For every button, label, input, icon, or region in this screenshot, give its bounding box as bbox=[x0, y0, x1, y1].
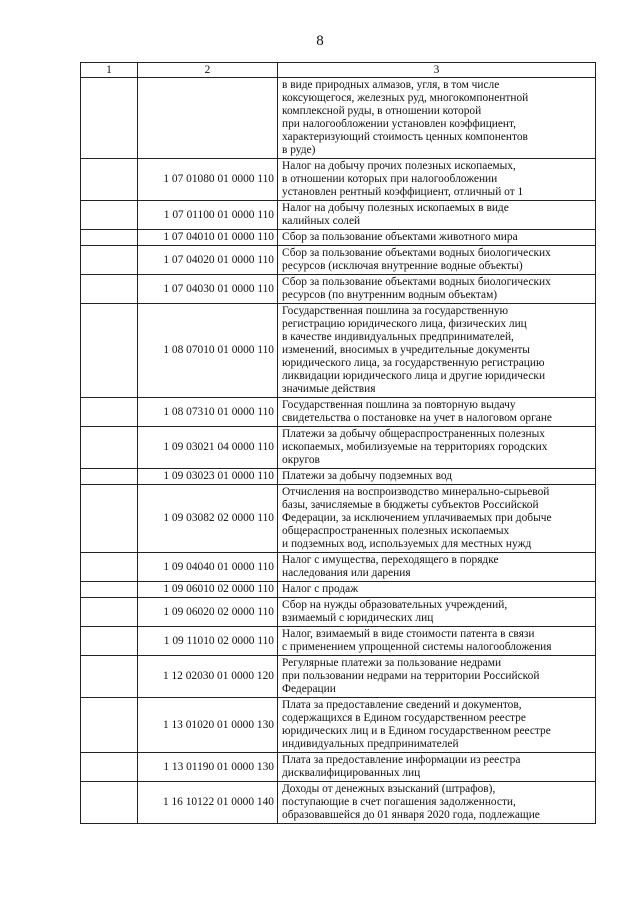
row-number-cell bbox=[81, 398, 138, 427]
row-number-cell bbox=[81, 201, 138, 230]
table-row bbox=[81, 782, 596, 824]
description-line: Платежи за добычу подземных вод bbox=[282, 470, 453, 482]
table-row bbox=[81, 753, 596, 782]
budget-code-cell: 1 13 01190 01 0000 130 bbox=[138, 753, 278, 782]
description-line: Государственная пошлина за государственную bbox=[282, 305, 509, 317]
description-line: Налог на добычу полезных ископаемых в виде bbox=[282, 202, 509, 214]
budget-code-cell: 1 09 04040 01 0000 110 bbox=[138, 553, 278, 582]
budget-code-cell: 1 12 02030 01 0000 120 bbox=[138, 656, 278, 698]
description-line: Налог с продаж bbox=[282, 583, 359, 595]
budget-code-cell bbox=[138, 78, 278, 159]
table-row bbox=[81, 582, 596, 598]
description-line: Сбор на нужды образовательных учреждений, bbox=[282, 599, 508, 611]
income-description-cell bbox=[278, 485, 596, 553]
description-line: Сбор за пользование объектами животного мира bbox=[282, 231, 518, 243]
row-number-cell bbox=[81, 485, 138, 553]
budget-code-cell: 1 07 04010 01 0000 110 bbox=[138, 230, 278, 246]
income-description-cell bbox=[278, 246, 596, 275]
row-number-cell bbox=[81, 753, 138, 782]
income-description-cell bbox=[278, 275, 596, 304]
budget-code-cell: 1 09 06010 02 0000 110 bbox=[138, 582, 278, 598]
table-row bbox=[81, 304, 596, 398]
row-number-cell bbox=[81, 304, 138, 398]
description-line: взимаемый с юридических лиц bbox=[282, 612, 434, 624]
description-line: юридического лица, за государственную регистрацию bbox=[282, 357, 545, 369]
budget-code-cell: 1 07 04020 01 0000 110 bbox=[138, 246, 278, 275]
description-line: Регулярные платежи за пользование недрами bbox=[282, 657, 502, 669]
description-line: Сбор за пользование объектами водных биологических bbox=[282, 276, 551, 288]
description-line: Федерации, за исключением уплачиваемых при добыче bbox=[282, 512, 552, 524]
description-line: содержащихся в Едином государственном реестре bbox=[282, 712, 526, 724]
table-row bbox=[81, 398, 596, 427]
description-line: дисквалифицированных лиц bbox=[282, 767, 421, 779]
budget-code-cell: 1 09 03021 04 0000 110 bbox=[138, 427, 278, 469]
description-line: общераспространенных полезных ископаемых bbox=[282, 525, 510, 537]
description-line: Плата за предоставление сведений и документов, bbox=[282, 699, 522, 711]
table-row bbox=[81, 78, 596, 159]
budget-code-cell: 1 07 01100 01 0000 110 bbox=[138, 201, 278, 230]
description-line: Налог с имущества, переходящего в порядке bbox=[282, 554, 499, 566]
income-description-cell bbox=[278, 78, 596, 159]
description-line: установлен рентный коэффициент, отличный от 1 bbox=[282, 186, 524, 198]
budget-code-cell: 1 13 01020 01 0000 130 bbox=[138, 698, 278, 753]
description-line: при пользовании недрами на территории Российской bbox=[282, 670, 540, 682]
budget-code-cell: 1 08 07310 01 0000 110 bbox=[138, 398, 278, 427]
income-description-cell bbox=[278, 782, 596, 824]
description-line: в отношении которых при налогообложении bbox=[282, 173, 498, 185]
description-line: Федерации bbox=[282, 683, 336, 695]
table-row bbox=[81, 427, 596, 469]
budget-code-cell: 1 09 03023 01 0000 110 bbox=[138, 469, 278, 485]
description-line: ресурсов (исключая внутренние водные объекты) bbox=[282, 260, 523, 272]
row-number-cell bbox=[81, 553, 138, 582]
description-line: коксующегося, железных руд, многокомпонентной bbox=[282, 92, 529, 104]
description-line: калийных солей bbox=[282, 215, 361, 227]
income-description-cell bbox=[278, 698, 596, 753]
budget-code-table bbox=[80, 62, 596, 824]
budget-code-cell: 1 09 06020 02 0000 110 bbox=[138, 598, 278, 627]
description-line: регистрацию юридического лица, физических лиц bbox=[282, 318, 527, 330]
description-line: в руде) bbox=[282, 144, 316, 156]
row-number-cell bbox=[81, 627, 138, 656]
description-line: и подземных вод, используемых для местных нужд bbox=[282, 538, 532, 550]
description-line: образовавшейся до 01 января 2020 года, подлежащие bbox=[282, 809, 540, 821]
income-description-cell bbox=[278, 398, 596, 427]
budget-code-cell: 1 07 04030 01 0000 110 bbox=[138, 275, 278, 304]
description-line: индивидуальных предпринимателей bbox=[282, 738, 459, 750]
description-line: при налогообложении установлен коэффициент, bbox=[282, 118, 517, 130]
description-line: Платежи за добычу общераспространенных полезных bbox=[282, 428, 545, 440]
row-number-cell bbox=[81, 275, 138, 304]
table-row bbox=[81, 275, 596, 304]
description-line: свидетельства о постановке на учет в налоговом органе bbox=[282, 412, 552, 424]
income-description-cell bbox=[278, 656, 596, 698]
table-row bbox=[81, 627, 596, 656]
row-number-cell bbox=[81, 598, 138, 627]
budget-code-cell: 1 07 01080 01 0000 110 bbox=[138, 159, 278, 201]
income-description-cell bbox=[278, 159, 596, 201]
description-line: юридических лиц и в Едином государственном реестре bbox=[282, 725, 551, 737]
description-line: Налог на добычу прочих полезных ископаемых, bbox=[282, 160, 516, 172]
description-line: ископаемых, мобилизуемые на территориях городских bbox=[282, 441, 548, 453]
table-row bbox=[81, 159, 596, 201]
row-number-cell bbox=[81, 427, 138, 469]
description-line: Сбор за пользование объектами водных биологических bbox=[282, 247, 551, 259]
description-line: в виде природных алмазов, угля, в том числе bbox=[282, 79, 500, 91]
table-row bbox=[81, 553, 596, 582]
column-header-1: 1 bbox=[81, 63, 138, 78]
description-line: изменений, вносимых в учредительные документы bbox=[282, 344, 530, 356]
table-row bbox=[81, 656, 596, 698]
row-number-cell bbox=[81, 698, 138, 753]
description-line: ресурсов (по внутренним водным объектам) bbox=[282, 289, 498, 301]
row-number-cell bbox=[81, 159, 138, 201]
table-header-row bbox=[81, 63, 596, 78]
description-line: ликвидации юридического лица и другие юридически bbox=[282, 370, 546, 382]
description-line: с применением упрощенной системы налогообложения bbox=[282, 641, 552, 653]
column-header-3: 3 bbox=[278, 63, 596, 78]
row-number-cell bbox=[81, 246, 138, 275]
table-row bbox=[81, 201, 596, 230]
description-line: округов bbox=[282, 454, 320, 466]
budget-code-cell: 1 09 11010 02 0000 110 bbox=[138, 627, 278, 656]
table-row bbox=[81, 485, 596, 553]
table-row bbox=[81, 230, 596, 246]
table-row bbox=[81, 698, 596, 753]
description-line: Плата за предоставление информации из реестра bbox=[282, 754, 521, 766]
row-number-cell bbox=[81, 656, 138, 698]
income-description-cell bbox=[278, 598, 596, 627]
description-line: комплексной руды, в отношении которой bbox=[282, 105, 482, 117]
column-header-2: 2 bbox=[138, 63, 278, 78]
income-description-cell bbox=[278, 201, 596, 230]
row-number-cell bbox=[81, 469, 138, 485]
description-line: значимые действия bbox=[282, 383, 376, 395]
row-number-cell bbox=[81, 782, 138, 824]
description-line: Доходы от денежных взысканий (штрафов), bbox=[282, 783, 496, 795]
row-number-cell bbox=[81, 230, 138, 246]
page-number: 8 bbox=[316, 33, 324, 49]
income-description-cell bbox=[278, 230, 596, 246]
table-row bbox=[81, 246, 596, 275]
table-row bbox=[81, 469, 596, 485]
income-description-cell bbox=[278, 753, 596, 782]
income-description-cell bbox=[278, 582, 596, 598]
description-line: базы, зачисляемые в бюджеты субъектов Российской bbox=[282, 499, 539, 511]
income-description-cell bbox=[278, 304, 596, 398]
income-description-cell bbox=[278, 553, 596, 582]
description-line: Налог, взимаемый в виде стоимости патента в связи bbox=[282, 628, 535, 640]
description-line: поступающие в счет погашения задолженности, bbox=[282, 796, 516, 808]
budget-code-cell: 1 09 03082 02 0000 110 bbox=[138, 485, 278, 553]
budget-code-cell: 1 16 10122 01 0000 140 bbox=[138, 782, 278, 824]
description-line: характеризующий стоимость ценных компонентов bbox=[282, 131, 528, 143]
income-description-cell bbox=[278, 469, 596, 485]
income-description-cell bbox=[278, 427, 596, 469]
description-line: в качестве индивидуальных предпринимателей, bbox=[282, 331, 514, 343]
budget-code-cell: 1 08 07010 01 0000 110 bbox=[138, 304, 278, 398]
table-row bbox=[81, 598, 596, 627]
description-line: Отчисления на воспроизводство минерально-сырьевой bbox=[282, 486, 550, 498]
row-number-cell bbox=[81, 78, 138, 159]
income-description-cell bbox=[278, 627, 596, 656]
description-line: Государственная пошлина за повторную выдачу bbox=[282, 399, 516, 411]
description-line: наследования или дарения bbox=[282, 567, 411, 579]
row-number-cell bbox=[81, 582, 138, 598]
